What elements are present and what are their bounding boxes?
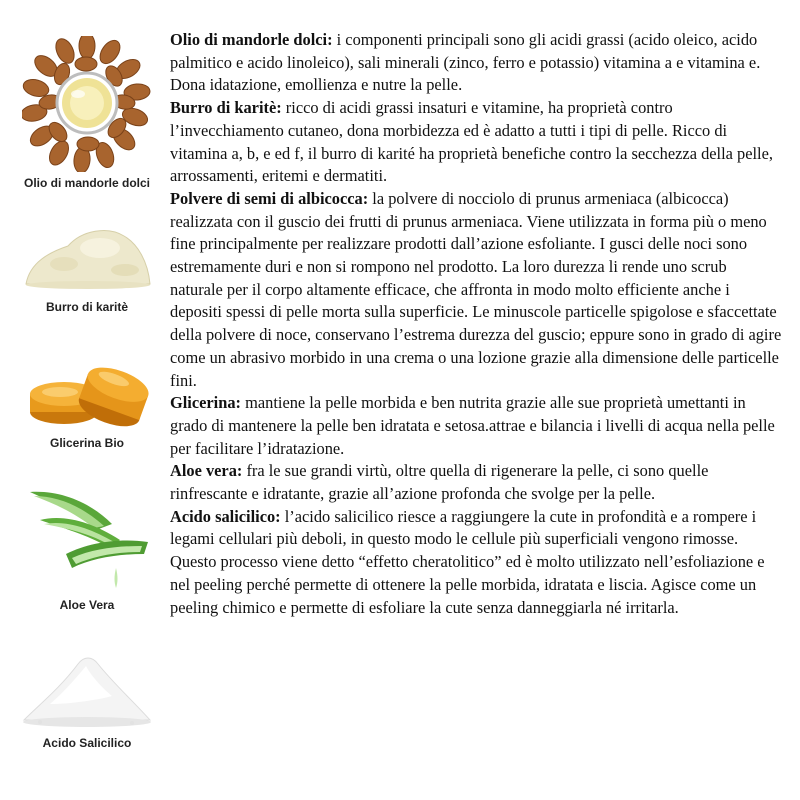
ingredients-description (170, 29, 782, 619)
section-glycerin (170, 392, 782, 460)
section-body: fra le sue grandi virtù, oltre quella di rigenerare la pelle, ci sono quelle rinfrescante e idratante, grazie all’azione profonda che svolge per la pelle. (170, 461, 709, 504)
ingredient-images-column (0, 0, 165, 800)
section-almond-oil (170, 29, 782, 97)
shea-butter-figure (12, 222, 162, 314)
section-shea-butter (170, 97, 782, 188)
caption-aloe-vera: Aloe Vera (59, 598, 115, 612)
glycerin-soap-icon (22, 360, 152, 430)
caption-shea-butter: Burro di karitè (45, 300, 129, 314)
section-body: ricco di acidi grassi insaturi e vitamine, ha proprietà contro l’invecchiamento cutaneo, dona morbidezza ed è adatto a tutti i tipi di pelle. Ricco di vitamina a, b, e ed f, il burro di karité ha proprietà benefiche contro la secchezza della pelle, arrossamenti, eritemi e dermatiti. (170, 98, 773, 186)
aloe-vera-figure (12, 484, 162, 612)
glycerin-figure (12, 360, 162, 450)
caption-glycerin: Glicerina Bio (49, 436, 125, 450)
aloe-vera-icon (20, 484, 154, 592)
section-title: Aloe vera: (170, 461, 243, 481)
section-body: mantiene la pelle morbida e ben nutrita grazie alle sue proprietà umettanti in grado di mantenere la pelle ben idratata e setosa.attrae e bilancia i livelli di acqua nella pelle per facilitare l’idratazione. (170, 393, 775, 458)
caption-salicylic-acid: Acido Salicilico (42, 736, 132, 750)
caption-almond-oil: Olio di mandorle dolci (23, 176, 150, 190)
section-apricot-powder (170, 188, 782, 392)
shea-butter-icon (20, 222, 154, 292)
salicylic-powder-icon (20, 648, 154, 728)
salicylic-acid-figure (12, 648, 162, 750)
section-title: Glicerina: (170, 393, 242, 413)
almond-oil-figure (12, 36, 162, 190)
section-body: i componenti principali sono gli acidi grassi (acido oleico, acido palmitico e acido linoleico), sali minerali (zinco, ferro e potassio) vitamina a e vitamina e. Dona idatazione, emollienza e nutre la pelle. (170, 30, 761, 95)
section-title: Olio di mandorle dolci: (170, 30, 333, 49)
almonds-oil-icon (22, 36, 152, 172)
section-salicylic-acid (170, 506, 782, 620)
section-title: Burro di karitè: (170, 98, 282, 118)
section-title: Acido salicilico: (170, 506, 281, 526)
section-aloe-vera (170, 460, 782, 505)
section-title: Polvere di semi di albicocca: (170, 188, 369, 208)
section-body: l’acido salicilico riesce a raggiungere la cute in profondità e a rompere i legami cellulari più deboli, in questo modo le cellule più superficiali vengono rimosse. Questo processo viene detto “effetto cheratolitico” ed è molto utilizzato nell’esfoliazione e nel peeling perché permette di ottenere la pelle morbida, idratata e liscia. Agisce come un peeling chimico e permette di esfoliare la cute senza danneggiarla né irritarla. (170, 506, 765, 617)
section-body: la polvere di nocciolo di prunus armeniaca (albicocca) realizzata con il guscio dei frutti di prunus armeniaca. Viene utilizzata in forma più o meno fine principalmente per realizzare prodotti dall’azione esfoliante. I gusci delle noci sono estremamente duri e non si rompono nel prodotto. La loro durezza li rende uno scrub naturale per il corpo altamente efficace, che affronta in modo molto efficiente anche i depositi spessi di pelle morta sulla superficie. Le minuscole particelle spigolose e sfaccettate della polvere di noce, conservano l’estrema durezza del guscio; eppure sono in grado di agire come un abrasivo morbido in una crema o una lozione grazie alla dimensione delle particelle fini. (170, 188, 782, 390)
